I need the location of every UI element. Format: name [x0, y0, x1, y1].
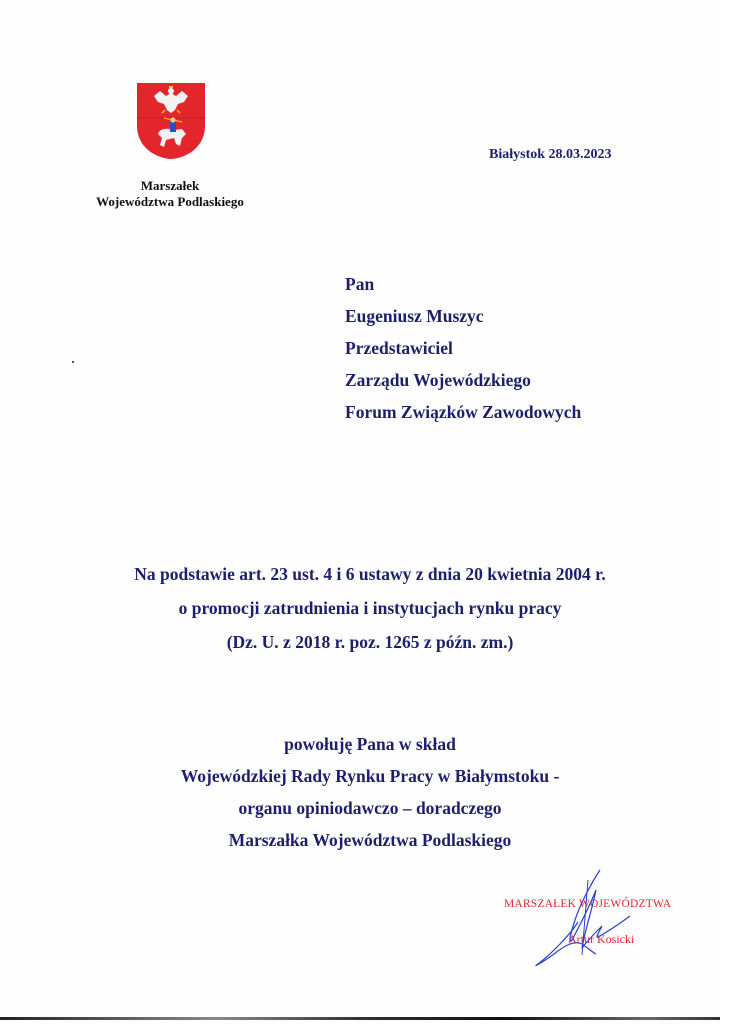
podlaskie-coat-of-arms-icon	[136, 82, 206, 160]
issuer-region: Województwa Podlaskiego	[96, 194, 244, 209]
addressee-line: Przedstawiciel	[345, 338, 453, 358]
official-stamp	[500, 860, 700, 970]
stamp-name: Artur Kosicki	[568, 932, 635, 946]
addressee-line: Eugeniusz Muszyc	[345, 306, 484, 326]
legal-basis-block	[40, 563, 700, 665]
legal-basis-line: o promocji zatrudnienia i instytucjach rynku pracy	[178, 598, 562, 618]
place-date: Białystok 28.03.2023	[489, 147, 612, 162]
addressee-line: Forum Związków Zawodowych	[345, 402, 582, 422]
issuer-block	[60, 178, 280, 210]
issuer-title: Marszałek	[140, 178, 200, 193]
decision-line: Wojewódzkiej Rady Rynku Pracy w Białymstoku -	[180, 766, 560, 786]
handwritten-signature	[530, 860, 640, 970]
decision-line: Marszałka Województwa Podlaskiego	[228, 830, 512, 850]
scan-bottom-edge	[0, 1017, 720, 1020]
decision-block	[40, 733, 700, 861]
page-margin	[720, 0, 744, 1024]
addressee-block	[345, 273, 581, 433]
decision-line: powołuję Pana w skład	[284, 734, 456, 754]
stamp-title: MARSZAŁEK WOJEWÓDZTWA	[504, 898, 672, 910]
legal-basis-line: Na podstawie art. 23 ust. 4 i 6 ustawy z dnia 20 kwietnia 2004 r.	[134, 564, 606, 584]
legal-basis-line: (Dz. U. z 2018 r. poz. 1265 z późn. zm.)	[226, 632, 514, 652]
scan-speck	[72, 361, 74, 363]
decision-line: organu opiniodawczo – doradczego	[238, 798, 502, 818]
addressee-line: Pan	[345, 274, 375, 294]
addressee-line: Zarządu Wojewódzkiego	[345, 370, 531, 390]
